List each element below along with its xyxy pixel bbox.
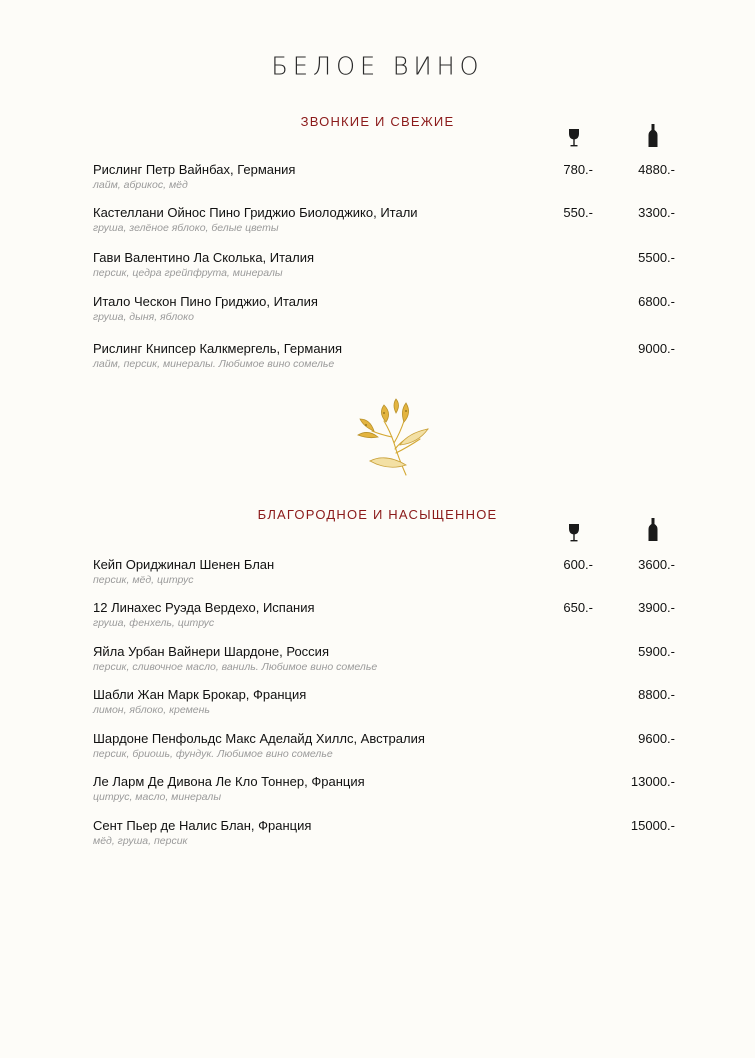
glass-price: 600.- (563, 557, 593, 572)
botanical-ornament-icon (346, 395, 436, 480)
bottle-price: 4880.- (638, 162, 675, 177)
list-item (93, 341, 683, 371)
list-item (93, 818, 683, 848)
list-item (93, 731, 683, 761)
wine-notes: груша, зелёное яблоко, белые цветы (93, 222, 279, 234)
wine-notes: лайм, персик, минералы. Любимое вино сомелье (93, 358, 335, 370)
wine-notes: цитрус, масло, минералы (93, 791, 222, 803)
glass-price: 650.- (563, 600, 593, 615)
wine-notes: груша, дыня, яблоко (93, 311, 194, 323)
bottle-price: 6800.- (638, 294, 675, 309)
bottle-price: 8800.- (638, 687, 675, 702)
wine-notes: груша, фенхель, цитрус (93, 617, 215, 629)
list-item (93, 600, 683, 630)
wine-glass-icon (568, 128, 580, 148)
wine-name: Шабли Жан Марк Брокар, Франция (93, 687, 307, 702)
wine-notes: персик, бриошь, фундук. Любимое вино сомелье (93, 748, 333, 760)
bottle-price: 9000.- (638, 341, 675, 356)
bottle-price: 15000.- (630, 818, 675, 833)
wine-notes: персик, мёд, цитрус (93, 574, 194, 586)
wine-name: Кастеллани Ойнос Пино Гриджио Биолоджико, Итали (93, 205, 418, 220)
wine-notes: мёд, груша, персик (93, 835, 188, 847)
bottle-price: 5500.- (638, 250, 675, 265)
list-item (93, 644, 683, 674)
wine-name: Рислинг Петр Вайнбах, Германия (93, 162, 296, 177)
page-title: БЕЛОЕ ВИНО (271, 51, 484, 81)
bottle-price: 13000.- (630, 774, 675, 789)
bottle-price: 3600.- (638, 557, 675, 572)
wine-notes: лайм, абрикос, мёд (93, 179, 188, 191)
wine-name: Кейп Ориджинал Шенен Блан (93, 557, 275, 572)
bottle-price: 5900.- (638, 644, 675, 659)
wine-glass-icon (568, 523, 580, 543)
wine-name: 12 Линахес Руэда Вердехо, Испания (93, 600, 315, 615)
wine-name: Яйла Урбан Вайнери Шардоне, Россия (93, 644, 329, 659)
bottle-price: 3300.- (638, 205, 675, 220)
list-item (93, 250, 683, 280)
bottle-price: 3900.- (638, 600, 675, 615)
wine-name: Итало Ческон Пино Гриджио, Италия (93, 294, 318, 309)
list-item (93, 205, 683, 235)
wine-bottle-icon (648, 518, 658, 542)
list-item (93, 557, 683, 587)
section-title-fresh: ЗВОНКИЕ И СВЕЖИЕ (300, 114, 455, 129)
wine-name: Ле Ларм Де Дивона Ле Кло Тоннер, Франция (93, 774, 365, 789)
wine-notes: персик, сливочное масло, ваниль. Любимое вино сомелье (93, 661, 378, 673)
wine-name: Рислинг Книпсер Калкмергель, Германия (93, 341, 343, 356)
list-item (93, 162, 683, 192)
wine-notes: персик, цедра грейпфрута, минералы (93, 267, 283, 279)
wine-notes: лимон, яблоко, кремень (93, 704, 210, 716)
bottle-price: 9600.- (638, 731, 675, 746)
wine-name: Шардоне Пенфольдс Макс Аделайд Хиллс, Австралия (93, 731, 425, 746)
list-item (93, 774, 683, 804)
wine-name: Сент Пьер де Налис Блан, Франция (93, 818, 312, 833)
list-item (93, 294, 683, 324)
list-item (93, 687, 683, 717)
section-title-noble: БЛАГОРОДНОЕ И НАСЫЩЕННОЕ (257, 507, 498, 522)
wine-name: Гави Валентино Ла Сколька, Италия (93, 250, 315, 265)
wine-bottle-icon (648, 124, 658, 148)
glass-price: 550.- (563, 205, 593, 220)
glass-price: 780.- (563, 162, 593, 177)
